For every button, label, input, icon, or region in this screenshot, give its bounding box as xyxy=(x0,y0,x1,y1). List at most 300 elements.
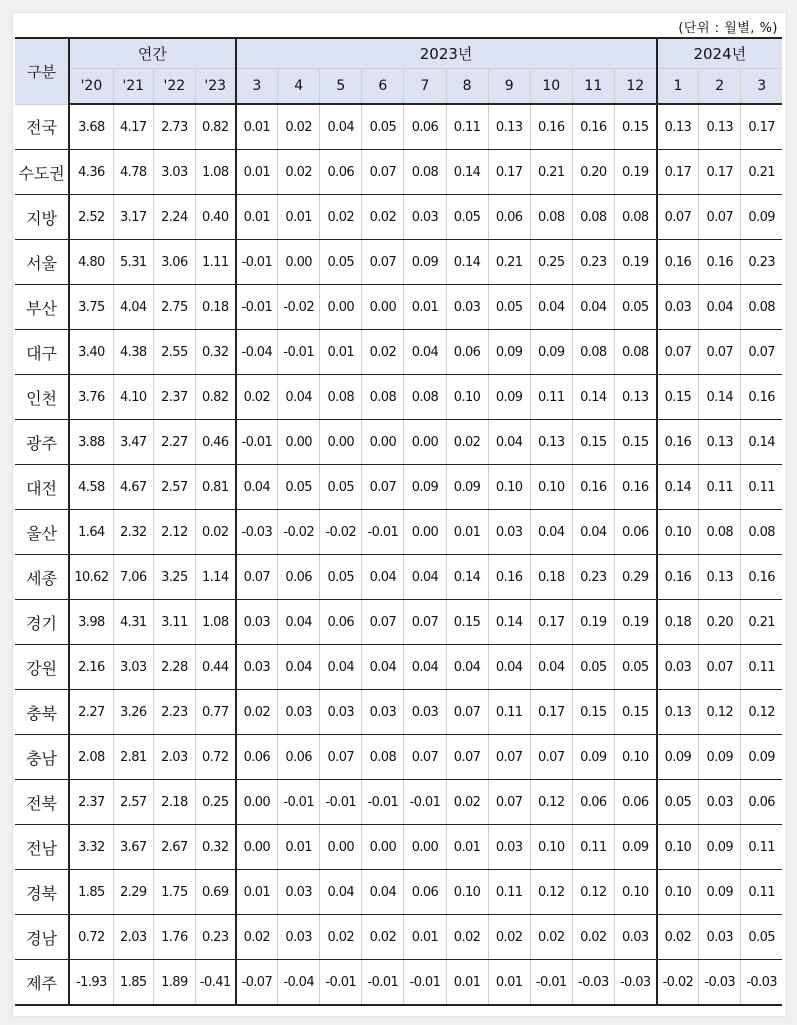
value-cell: 3.68 xyxy=(69,104,113,150)
annual-year-header: '23 xyxy=(195,69,235,105)
value-cell: 0.00 xyxy=(278,420,320,465)
value-cell: 4.38 xyxy=(113,330,153,375)
value-cell: 0.72 xyxy=(195,735,235,780)
value-cell: 0.23 xyxy=(572,555,614,600)
month-2023-header: 11 xyxy=(572,69,614,105)
value-cell: 0.07 xyxy=(404,600,446,645)
value-cell: 0.18 xyxy=(195,285,235,330)
value-cell: 0.03 xyxy=(320,690,362,735)
value-cell: 0.04 xyxy=(362,870,404,915)
value-cell: 0.14 xyxy=(446,240,488,285)
value-cell: 0.00 xyxy=(404,420,446,465)
value-cell: 0.16 xyxy=(530,104,572,150)
value-cell: 2.57 xyxy=(153,465,195,510)
value-cell: 0.08 xyxy=(572,330,614,375)
table-row xyxy=(15,240,782,285)
value-cell: -0.03 xyxy=(699,960,741,1006)
value-cell: 0.04 xyxy=(488,645,530,690)
table-row xyxy=(15,285,782,330)
month-2023-header: 7 xyxy=(404,69,446,105)
value-cell: 0.02 xyxy=(362,330,404,375)
table-row xyxy=(15,735,782,780)
region-cell: 경남 xyxy=(15,915,69,960)
value-cell: 0.05 xyxy=(320,555,362,600)
value-cell: 0.13 xyxy=(530,420,572,465)
value-cell: 2.57 xyxy=(113,780,153,825)
value-cell: 0.02 xyxy=(446,420,488,465)
value-cell: 4.36 xyxy=(69,150,113,195)
value-cell: 0.82 xyxy=(195,375,235,420)
value-cell: 0.08 xyxy=(362,375,404,420)
value-cell: 2.55 xyxy=(153,330,195,375)
value-cell: -0.01 xyxy=(362,510,404,555)
value-cell: 2.37 xyxy=(69,780,113,825)
value-cell: 0.32 xyxy=(195,330,235,375)
value-cell: 0.07 xyxy=(362,465,404,510)
value-cell: 0.12 xyxy=(530,870,572,915)
value-cell: -0.03 xyxy=(614,960,656,1006)
annual-year-header: '21 xyxy=(113,69,153,105)
value-cell: 0.06 xyxy=(572,780,614,825)
region-cell: 대전 xyxy=(15,465,69,510)
value-cell: 2.18 xyxy=(153,780,195,825)
value-cell: 2.67 xyxy=(153,825,195,870)
table-body xyxy=(15,104,782,1005)
value-cell: 0.21 xyxy=(530,150,572,195)
value-cell: 0.05 xyxy=(278,465,320,510)
value-cell: 0.20 xyxy=(572,150,614,195)
value-cell: 2.16 xyxy=(69,645,113,690)
value-cell: 0.02 xyxy=(446,780,488,825)
value-cell: 0.09 xyxy=(657,735,699,780)
value-cell: 2.23 xyxy=(153,690,195,735)
value-cell: 0.08 xyxy=(572,195,614,240)
value-cell: 3.88 xyxy=(69,420,113,465)
value-cell: 0.02 xyxy=(236,690,278,735)
value-cell: 0.00 xyxy=(236,780,278,825)
value-cell: 0.05 xyxy=(362,104,404,150)
value-cell: 2.75 xyxy=(153,285,195,330)
value-cell: 0.11 xyxy=(446,104,488,150)
value-cell: 0.10 xyxy=(614,870,656,915)
value-cell: 2.08 xyxy=(69,735,113,780)
value-cell: 0.03 xyxy=(446,285,488,330)
value-cell: 0.09 xyxy=(530,330,572,375)
table-row xyxy=(15,510,782,555)
value-cell: 4.58 xyxy=(69,465,113,510)
month-2023-header: 9 xyxy=(488,69,530,105)
value-cell: 0.07 xyxy=(362,600,404,645)
value-cell: -0.01 xyxy=(236,285,278,330)
value-cell: 0.08 xyxy=(614,330,656,375)
value-cell: 0.15 xyxy=(572,420,614,465)
month-2023-header: 6 xyxy=(362,69,404,105)
region-cell: 경기 xyxy=(15,600,69,645)
value-cell: 0.05 xyxy=(657,780,699,825)
value-cell: 0.08 xyxy=(741,285,782,330)
value-cell: 0.01 xyxy=(404,285,446,330)
value-cell: 0.10 xyxy=(488,465,530,510)
value-cell: 2.24 xyxy=(153,195,195,240)
value-cell: 0.02 xyxy=(320,915,362,960)
value-cell: 0.72 xyxy=(69,915,113,960)
value-cell: 0.07 xyxy=(741,330,782,375)
region-cell: 대구 xyxy=(15,330,69,375)
value-cell: -0.03 xyxy=(572,960,614,1006)
value-cell: 0.77 xyxy=(195,690,235,735)
value-cell: 4.17 xyxy=(113,104,153,150)
value-cell: 0.00 xyxy=(362,825,404,870)
region-cell: 충북 xyxy=(15,690,69,735)
value-cell: -0.01 xyxy=(320,960,362,1006)
value-cell: -0.01 xyxy=(404,960,446,1006)
value-cell: 0.06 xyxy=(320,150,362,195)
unit-note: (단위 : 월별, %) xyxy=(678,21,778,36)
value-cell: 0.04 xyxy=(320,104,362,150)
table-row xyxy=(15,195,782,240)
value-cell: 2.03 xyxy=(113,915,153,960)
value-cell: 1.85 xyxy=(113,960,153,1006)
value-cell: 0.23 xyxy=(741,240,782,285)
value-cell: 0.11 xyxy=(488,870,530,915)
value-cell: 0.12 xyxy=(530,780,572,825)
value-cell: 0.02 xyxy=(530,915,572,960)
value-cell: 0.05 xyxy=(446,195,488,240)
value-cell: 0.00 xyxy=(236,825,278,870)
value-cell: 0.10 xyxy=(657,870,699,915)
value-cell: 4.78 xyxy=(113,150,153,195)
value-cell: 0.03 xyxy=(404,690,446,735)
value-cell: -0.01 xyxy=(236,240,278,285)
value-cell: 0.01 xyxy=(236,870,278,915)
region-cell: 부산 xyxy=(15,285,69,330)
value-cell: 0.15 xyxy=(572,690,614,735)
value-cell: 0.06 xyxy=(404,870,446,915)
value-cell: 0.02 xyxy=(236,375,278,420)
region-cell: 충남 xyxy=(15,735,69,780)
value-cell: 0.13 xyxy=(699,104,741,150)
value-cell: 0.16 xyxy=(488,555,530,600)
value-cell: 0.03 xyxy=(278,690,320,735)
value-cell: 0.14 xyxy=(446,150,488,195)
value-cell: 0.10 xyxy=(657,510,699,555)
price-change-table xyxy=(15,37,782,1006)
value-cell: 0.17 xyxy=(657,150,699,195)
value-cell: 0.07 xyxy=(404,735,446,780)
value-cell: 0.04 xyxy=(404,330,446,375)
region-cell: 서울 xyxy=(15,240,69,285)
value-cell: 0.04 xyxy=(320,870,362,915)
value-cell: 0.02 xyxy=(657,915,699,960)
value-cell: 3.11 xyxy=(153,600,195,645)
value-cell: 0.40 xyxy=(195,195,235,240)
value-cell: 5.31 xyxy=(113,240,153,285)
value-cell: -0.02 xyxy=(657,960,699,1006)
value-cell: 0.01 xyxy=(446,510,488,555)
value-cell: 1.64 xyxy=(69,510,113,555)
value-cell: 0.02 xyxy=(278,150,320,195)
value-cell: 0.11 xyxy=(530,375,572,420)
value-cell: 0.07 xyxy=(657,330,699,375)
value-cell: 0.04 xyxy=(404,645,446,690)
value-cell: 0.16 xyxy=(699,240,741,285)
value-cell: 0.02 xyxy=(362,915,404,960)
value-cell: 3.75 xyxy=(69,285,113,330)
value-cell: 1.89 xyxy=(153,960,195,1006)
value-cell: 0.03 xyxy=(488,825,530,870)
value-cell: 0.18 xyxy=(657,600,699,645)
value-cell: 0.01 xyxy=(446,960,488,1006)
value-cell: 0.04 xyxy=(572,285,614,330)
value-cell: 0.09 xyxy=(404,465,446,510)
value-cell: 0.01 xyxy=(236,104,278,150)
value-cell: 0.07 xyxy=(446,690,488,735)
value-cell: 0.03 xyxy=(488,510,530,555)
value-cell: 0.29 xyxy=(614,555,656,600)
value-cell: 0.01 xyxy=(278,825,320,870)
value-cell: 0.11 xyxy=(572,825,614,870)
table-row xyxy=(15,690,782,735)
value-cell: 0.25 xyxy=(195,780,235,825)
value-cell: 1.85 xyxy=(69,870,113,915)
table-row xyxy=(15,375,782,420)
table-row xyxy=(15,420,782,465)
value-cell: 0.03 xyxy=(278,870,320,915)
region-column-header: 구분 xyxy=(15,38,69,104)
value-cell: 0.21 xyxy=(488,240,530,285)
month-2024-header: 1 xyxy=(657,69,699,105)
value-cell: 2.37 xyxy=(153,375,195,420)
region-cell: 제주 xyxy=(15,960,69,1006)
value-cell: -0.01 xyxy=(362,960,404,1006)
month-2023-header: 10 xyxy=(530,69,572,105)
value-cell: 0.04 xyxy=(530,285,572,330)
value-cell: 0.17 xyxy=(530,600,572,645)
value-cell: 0.05 xyxy=(572,645,614,690)
value-cell: 0.00 xyxy=(320,825,362,870)
value-cell: 0.08 xyxy=(614,195,656,240)
value-cell: 0.04 xyxy=(530,645,572,690)
value-cell: 0.06 xyxy=(614,510,656,555)
month-2023-header: 8 xyxy=(446,69,488,105)
value-cell: 0.09 xyxy=(741,195,782,240)
value-cell: 2.12 xyxy=(153,510,195,555)
value-cell: 0.10 xyxy=(530,825,572,870)
region-cell: 수도권 xyxy=(15,150,69,195)
value-cell: 3.26 xyxy=(113,690,153,735)
annual-year-header: '22 xyxy=(153,69,195,105)
value-cell: 0.03 xyxy=(278,915,320,960)
value-cell: 0.03 xyxy=(699,915,741,960)
value-cell: 0.14 xyxy=(657,465,699,510)
value-cell: 0.04 xyxy=(278,645,320,690)
value-cell: 0.16 xyxy=(614,465,656,510)
table-row xyxy=(15,555,782,600)
value-cell: 0.69 xyxy=(195,870,235,915)
value-cell: 0.05 xyxy=(741,915,782,960)
value-cell: 0.07 xyxy=(488,735,530,780)
value-cell: 0.08 xyxy=(741,510,782,555)
value-cell: 0.06 xyxy=(614,780,656,825)
table-row xyxy=(15,825,782,870)
value-cell: 0.11 xyxy=(741,825,782,870)
value-cell: 0.10 xyxy=(446,870,488,915)
value-cell: 0.17 xyxy=(699,150,741,195)
value-cell: 0.02 xyxy=(572,915,614,960)
value-cell: 0.05 xyxy=(320,465,362,510)
value-cell: 0.06 xyxy=(741,780,782,825)
value-cell: 0.15 xyxy=(614,104,656,150)
value-cell: 10.62 xyxy=(69,555,113,600)
value-cell: 0.07 xyxy=(320,735,362,780)
value-cell: 1.08 xyxy=(195,150,235,195)
value-cell: -0.01 xyxy=(362,780,404,825)
value-cell: 0.17 xyxy=(530,690,572,735)
value-cell: -0.07 xyxy=(236,960,278,1006)
value-cell: 0.19 xyxy=(614,240,656,285)
value-cell: 0.12 xyxy=(572,870,614,915)
value-cell: -0.01 xyxy=(278,330,320,375)
value-cell: 0.07 xyxy=(699,330,741,375)
region-cell: 전남 xyxy=(15,825,69,870)
value-cell: 0.06 xyxy=(236,735,278,780)
region-cell: 전북 xyxy=(15,780,69,825)
value-cell: 0.11 xyxy=(741,645,782,690)
value-cell: 0.04 xyxy=(362,645,404,690)
value-cell: 0.09 xyxy=(404,240,446,285)
value-cell: 0.00 xyxy=(362,285,404,330)
value-cell: -0.02 xyxy=(278,285,320,330)
value-cell: 0.02 xyxy=(236,915,278,960)
value-cell: 0.00 xyxy=(278,240,320,285)
value-cell: 0.10 xyxy=(446,375,488,420)
value-cell: 0.08 xyxy=(699,510,741,555)
value-cell: -0.01 xyxy=(530,960,572,1006)
value-cell: 0.17 xyxy=(741,104,782,150)
value-cell: 0.09 xyxy=(488,375,530,420)
value-cell: 0.20 xyxy=(699,600,741,645)
table-row xyxy=(15,960,782,1006)
value-cell: 0.04 xyxy=(278,375,320,420)
value-cell: 0.14 xyxy=(446,555,488,600)
value-cell: 0.07 xyxy=(362,240,404,285)
value-cell: 0.00 xyxy=(320,285,362,330)
value-cell: 3.40 xyxy=(69,330,113,375)
table-row xyxy=(15,465,782,510)
value-cell: -0.41 xyxy=(195,960,235,1006)
value-cell: 0.13 xyxy=(657,690,699,735)
value-cell: -0.02 xyxy=(278,510,320,555)
value-cell: 0.10 xyxy=(530,465,572,510)
month-2024-header: 3 xyxy=(741,69,782,105)
value-cell: 0.32 xyxy=(195,825,235,870)
month-2024-header: 2 xyxy=(699,69,741,105)
value-cell: 2.73 xyxy=(153,104,195,150)
value-cell: 0.13 xyxy=(614,375,656,420)
value-cell: -0.01 xyxy=(236,420,278,465)
value-cell: 0.04 xyxy=(530,510,572,555)
value-cell: 0.07 xyxy=(488,780,530,825)
value-cell: 2.32 xyxy=(113,510,153,555)
table-row xyxy=(15,104,782,150)
region-cell: 전국 xyxy=(15,104,69,150)
value-cell: -0.02 xyxy=(320,510,362,555)
value-cell: 0.10 xyxy=(614,735,656,780)
value-cell: 0.09 xyxy=(741,735,782,780)
value-cell: 1.14 xyxy=(195,555,235,600)
value-cell: 0.13 xyxy=(488,104,530,150)
value-cell: 0.08 xyxy=(320,375,362,420)
value-cell: 0.01 xyxy=(320,330,362,375)
value-cell: 0.04 xyxy=(446,645,488,690)
value-cell: 0.12 xyxy=(699,690,741,735)
value-cell: 0.07 xyxy=(699,645,741,690)
value-cell: 0.19 xyxy=(614,150,656,195)
value-cell: 0.23 xyxy=(572,240,614,285)
value-cell: 0.01 xyxy=(236,150,278,195)
value-cell: 0.06 xyxy=(488,195,530,240)
table-row xyxy=(15,330,782,375)
value-cell: 0.04 xyxy=(572,510,614,555)
value-cell: 2.27 xyxy=(69,690,113,735)
region-cell: 광주 xyxy=(15,420,69,465)
value-cell: 0.07 xyxy=(530,735,572,780)
value-cell: 2.27 xyxy=(153,420,195,465)
month-2023-header: 12 xyxy=(614,69,656,105)
value-cell: 4.04 xyxy=(113,285,153,330)
value-cell: 0.03 xyxy=(236,600,278,645)
value-cell: 0.05 xyxy=(614,285,656,330)
group-2024-header: 2024년 xyxy=(657,38,782,69)
month-2023-header: 3 xyxy=(236,69,278,105)
value-cell: 0.15 xyxy=(657,375,699,420)
value-cell: 0.23 xyxy=(195,915,235,960)
group-2023-header: 2023년 xyxy=(236,38,657,69)
value-cell: 0.21 xyxy=(741,150,782,195)
value-cell: 0.04 xyxy=(320,645,362,690)
value-cell: 1.11 xyxy=(195,240,235,285)
value-cell: 0.13 xyxy=(657,104,699,150)
value-cell: 0.15 xyxy=(614,420,656,465)
value-cell: 0.03 xyxy=(614,915,656,960)
table-row xyxy=(15,870,782,915)
value-cell: 0.09 xyxy=(572,735,614,780)
value-cell: 0.00 xyxy=(404,510,446,555)
value-cell: 0.14 xyxy=(488,600,530,645)
value-cell: 0.16 xyxy=(741,555,782,600)
table-row xyxy=(15,645,782,690)
document-page xyxy=(12,12,787,1017)
value-cell: 0.15 xyxy=(446,600,488,645)
value-cell: 0.08 xyxy=(530,195,572,240)
value-cell: 0.04 xyxy=(278,600,320,645)
value-cell: 0.44 xyxy=(195,645,235,690)
value-cell: 3.32 xyxy=(69,825,113,870)
region-cell: 경북 xyxy=(15,870,69,915)
value-cell: -0.03 xyxy=(236,510,278,555)
value-cell: 0.16 xyxy=(657,555,699,600)
value-cell: 0.07 xyxy=(699,195,741,240)
value-cell: 0.04 xyxy=(362,555,404,600)
value-cell: 0.06 xyxy=(278,555,320,600)
value-cell: -0.01 xyxy=(404,780,446,825)
value-cell: -0.04 xyxy=(236,330,278,375)
value-cell: 0.09 xyxy=(699,825,741,870)
value-cell: 3.98 xyxy=(69,600,113,645)
value-cell: 0.04 xyxy=(404,555,446,600)
value-cell: 0.06 xyxy=(320,600,362,645)
value-cell: 0.05 xyxy=(488,285,530,330)
